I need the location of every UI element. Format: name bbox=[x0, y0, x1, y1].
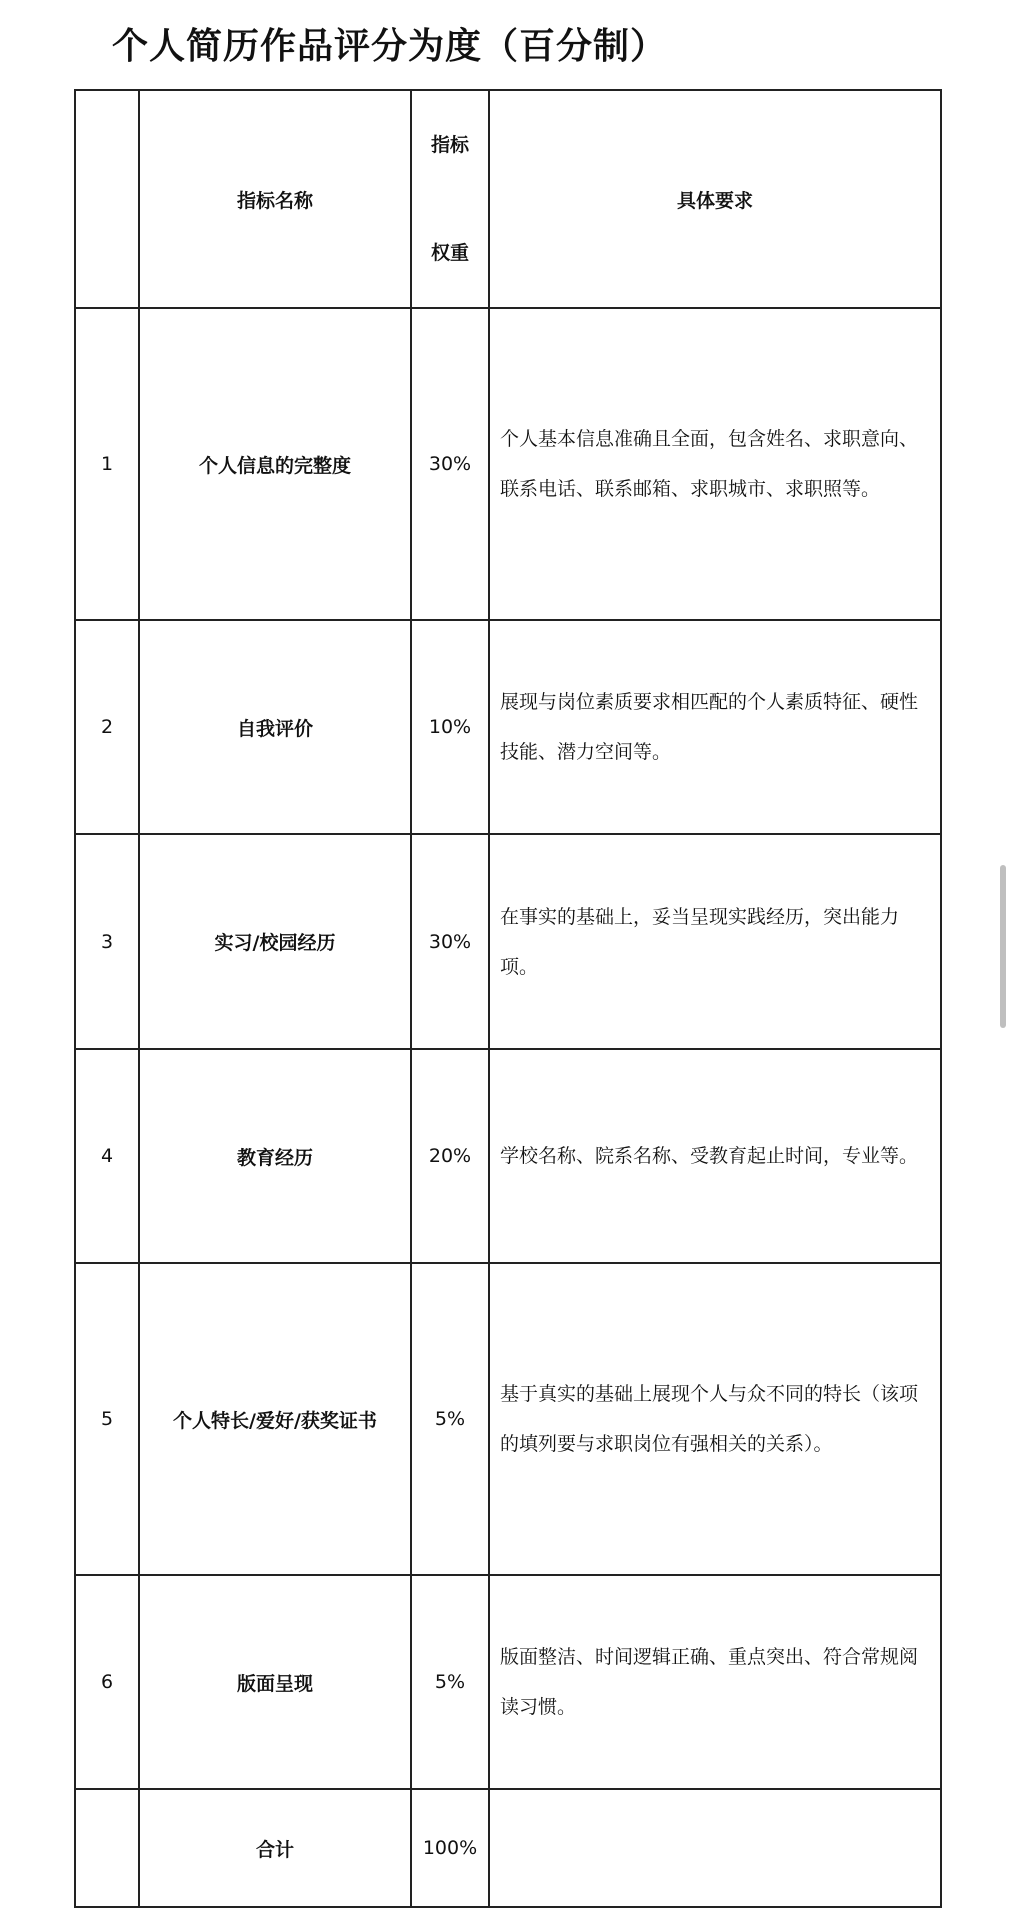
page-title: 个人简历作品评分为度（百分制） bbox=[112, 26, 668, 67]
row-name: 个人特长/爱好/获奖证书 bbox=[139, 1263, 411, 1575]
row-weight: 30% bbox=[411, 834, 489, 1049]
row-name: 自我评价 bbox=[139, 620, 411, 834]
scrollbar-thumb[interactable] bbox=[1000, 865, 1006, 1028]
total-index bbox=[75, 1789, 139, 1907]
row-name: 实习/校园经历 bbox=[139, 834, 411, 1049]
table-row bbox=[75, 834, 941, 1049]
row-requirement: 在事实的基础上，妥当呈现实践经历，突出能力项。 bbox=[489, 834, 941, 1049]
row-index: 4 bbox=[75, 1049, 139, 1263]
row-index: 1 bbox=[75, 308, 139, 620]
row-weight: 10% bbox=[411, 620, 489, 834]
table-header-row bbox=[75, 90, 941, 308]
row-name: 个人信息的完整度 bbox=[139, 308, 411, 620]
row-weight: 5% bbox=[411, 1263, 489, 1575]
total-requirement bbox=[489, 1789, 941, 1907]
row-requirement: 个人基本信息准确且全面，包含姓名、求职意向、联系电话、联系邮箱、求职城市、求职照等。 bbox=[489, 308, 941, 620]
table-row bbox=[75, 1575, 941, 1789]
table-row bbox=[75, 308, 941, 620]
row-weight: 30% bbox=[411, 308, 489, 620]
total-name: 合计 bbox=[139, 1789, 411, 1907]
row-weight: 5% bbox=[411, 1575, 489, 1789]
row-index: 3 bbox=[75, 834, 139, 1049]
table-total-row bbox=[75, 1789, 941, 1907]
row-index: 2 bbox=[75, 620, 139, 834]
row-name: 教育经历 bbox=[139, 1049, 411, 1263]
header-weight-line1: 指标 bbox=[430, 134, 469, 156]
row-requirement: 学校名称、院系名称、受教育起止时间，专业等。 bbox=[489, 1049, 941, 1263]
header-name-cell: 指标名称 bbox=[139, 90, 411, 308]
header-weight-cell bbox=[411, 90, 489, 308]
table-row bbox=[75, 1263, 941, 1575]
row-requirement: 版面整洁、时间逻辑正确、重点突出、符合常规阅读习惯。 bbox=[489, 1575, 941, 1789]
row-name: 版面呈现 bbox=[139, 1575, 411, 1789]
header-requirement-cell: 具体要求 bbox=[489, 90, 941, 308]
scoring-table bbox=[74, 89, 942, 1908]
header-weight-line2: 权重 bbox=[430, 242, 469, 264]
row-index: 5 bbox=[75, 1263, 139, 1575]
row-requirement: 展现与岗位素质要求相匹配的个人素质特征、硬性技能、潜力空间等。 bbox=[489, 620, 941, 834]
total-weight: 100% bbox=[411, 1789, 489, 1907]
row-requirement: 基于真实的基础上展现个人与众不同的特长（该项的填列要与求职岗位有强相关的关系）。 bbox=[489, 1263, 941, 1575]
row-index: 6 bbox=[75, 1575, 139, 1789]
row-weight: 20% bbox=[411, 1049, 489, 1263]
header-index-cell bbox=[75, 90, 139, 308]
table-row bbox=[75, 620, 941, 834]
table-row bbox=[75, 1049, 941, 1263]
